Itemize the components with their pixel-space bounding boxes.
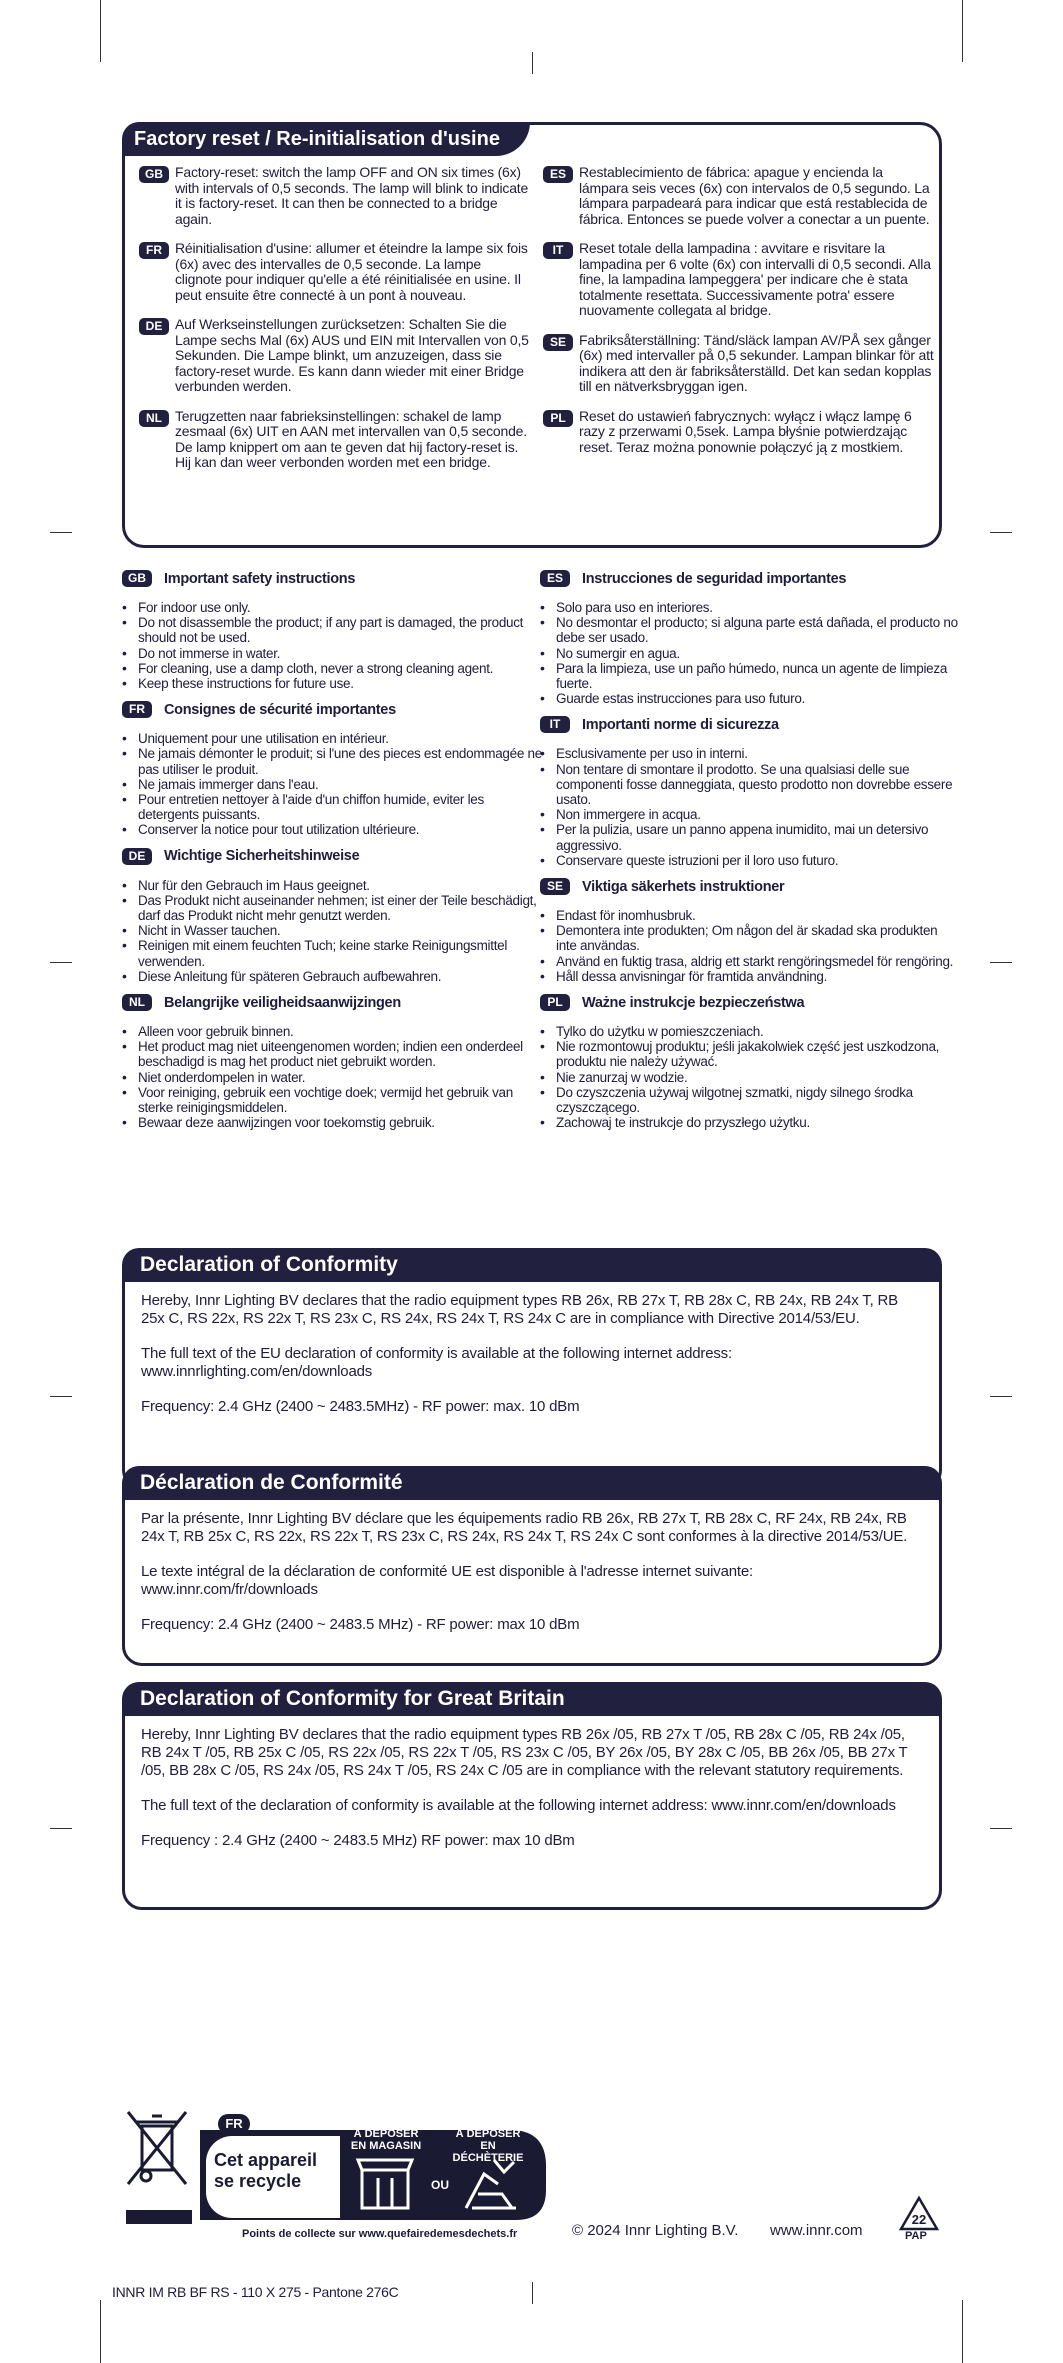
safety-list [540,908,960,984]
triman-line: Cet appareil [214,2150,318,2170]
safety-list-item: • Endast för inomhusbruk. [540,908,960,923]
safety-list-item: • No sumergir en agua. [540,646,960,661]
safety-list-item: • Keep these instructions for future use. [122,676,542,691]
lang-badge: IT [540,716,570,733]
safety-list [540,746,960,868]
store-label [348,2128,424,2152]
declaration-paragraph: Frequency : 2.4 GHz (2400 ~ 2483.5 MHz) RF power: max 10 dBm [141,1832,575,1849]
declaration-body [125,1500,939,1642]
lang-badge: PL [540,994,570,1011]
safety-list-item: • Do not immerse in water. [122,646,542,661]
reset-item-nl [139,409,531,471]
crop-mark [990,532,1012,533]
safety-list-item: • No desmontar el producto; si alguna parte está dañada, el producto no debe ser usado. [540,615,960,645]
crop-mark [50,532,72,533]
copyright-text: © 2024 Innr Lighting B.V. [572,2222,739,2239]
safety-title: Ważne instrukcje bezpieczeństwa [582,994,805,1011]
crop-mark [990,1396,1012,1397]
safety-list-item: • Bewaar deze aanwijzingen voor toekomstig gebruik. [122,1115,542,1130]
declaration-gb [122,1682,942,1910]
lang-badge: IT [543,242,573,259]
safety-heading [540,570,960,587]
safety-list-item: • Nicht in Wasser tauchen. [122,923,542,938]
reset-item-it [543,241,935,319]
declaration-paragraph: Par la présente, Innr Lighting BV déclare que les équipements radio RB 26x, RB 27x T, RB 28x C, RF 24x, RB 24x, RB 24x T, RB 25x C, RS 22x, RS 22x T, RS 23x C, RS 24x, RS 24x T, RS 24x C sont conformes à la directive 2014/53/UE. [141,1510,908,1545]
lang-badge: ES [543,166,573,183]
lang-badge: SE [543,334,573,351]
declaration-body [125,1282,939,1424]
safety-list-item: • Conservare queste istruzioni per il loro uso futuro. [540,853,960,868]
safety-list [540,1024,960,1130]
safety-list-item: • Das Produkt nicht auseinander nehmen; ist einer der Teile beschädigt, darf das Produkt nicht mehr genutzt werden. [122,893,542,923]
safety-list [122,1024,542,1130]
lang-badge: FR [122,701,152,718]
declaration-title: Declaration of Conformity for Great Britain [122,1682,942,1716]
reset-item-es [543,165,935,227]
store-label-line: EN MAGASIN [350,2140,422,2152]
factory-reset-box [122,122,942,548]
safety-section-gb [122,570,542,691]
safety-heading [122,848,542,865]
reset-item-gb [139,165,531,227]
safety-list-item: • Reinigen mit einem feuchten Tuch; keine starke Reinigungsmittel verwenden. [122,938,542,968]
store-label-line: À DÉPOSER [353,2128,419,2140]
safety-heading [540,716,960,733]
dump-label-line: À DÉPOSER [455,2128,521,2140]
crop-mark [990,962,1012,963]
safety-left-column [122,570,542,1140]
declaration-paragraph: Hereby, Innr Lighting BV declares that the radio equipment types RB 26x, RB 27x T, RB 28x C, RB 24x, RB 24x T, RB 25x C, RS 22x, RS 22x T, RS 23x C, RS 24x, RS 24x T, RS 24x C are in compliance with Directive 2014/53/EU. [141,1292,898,1327]
safety-list-item: • Ne jamais immerger dans l'eau. [122,777,542,792]
safety-list-item: • Voor reiniging, gebruik een vochtige doek; vermijd het gebruik van sterke reinigingsmiddelen. [122,1085,542,1115]
declaration-paragraph: Frequency: 2.4 GHz (2400 ~ 2483.5MHz) - RF power: max. 10 dBm [141,1398,580,1415]
declaration-paragraph: The full text of the EU declaration of conformity is available at the following internet address: www.innrlighting.com/en/downloads [141,1345,732,1380]
factory-reset-left-column [139,165,531,485]
pap-number: 22 [911,2212,927,2227]
safety-list-item: • Alleen voor gebruik binnen. [122,1024,542,1039]
recycling-center-icon [458,2154,520,2212]
safety-section-pl [540,994,960,1130]
safety-list-item: • Pour entretien nettoyer à l'aide d'un chiffon humide, eviter les detergents puissants. [122,792,542,822]
safety-list-item: • Solo para uso en interiores. [540,600,960,615]
safety-title: Importanti norme di sicurezza [582,716,779,733]
safety-list-item: • Ne jamais démonter le produit; si l'une des pieces est endommagée ne pas utiliser le produit. [122,746,542,776]
safety-title: Wichtige Sicherheitshinweise [164,848,360,865]
lang-badge: GB [139,166,169,183]
safety-list-item: • Para la limpieza, use un paño húmedo, nunca un agente de limpieza fuerte. [540,661,960,691]
safety-list-item: • Non immergere in acqua. [540,807,960,822]
safety-list-item: • Håll dessa anvisningar för framtida användning. [540,969,960,984]
declaration-fr [122,1466,942,1666]
safety-title: Instrucciones de seguridad importantes [582,570,847,587]
safety-title: Consignes de sécurité importantes [164,701,396,718]
safety-title: Important safety instructions [164,570,356,587]
print-spec-note: INNR IM RB BF RS - 110 X 275 - Pantone 276C [112,2284,399,2300]
safety-list-item: • Demontera inte produkten; Om någon del är skadad ska produkten inte användas. [540,923,960,953]
safety-list-item: • Conserver la notice pour tout utilization ultérieure. [122,822,542,837]
reset-item-pl [543,409,935,456]
safety-list [122,600,542,691]
safety-heading [122,570,542,587]
crop-mark [100,0,101,62]
safety-list-item: • Nur für den Gebrauch im Haus geeignet. [122,878,542,893]
safety-title: Viktiga säkerhets instruktioner [582,878,785,895]
reset-text: Reset totale della lampadina : avvitare e risvitare la lampadina per 6 volte (6x) con intervalli di 0,5 secondi. Alla fine, la lampadina lampeggera' per indicare che è stata totalmente resettata. Successivamente potra' essere nuovamente collegata al bridge. [579,240,931,318]
safety-list-item: • Do czyszczenia używaj wilgotnej szmatki, nigdy silnego środka czyszczącego. [540,1085,960,1115]
declaration-title: Déclaration de Conformité [122,1466,942,1500]
safety-right-column [540,570,960,1140]
safety-section-se [540,878,960,984]
safety-list [122,731,542,837]
safety-list-item: • Diese Anleitung für späteren Gebrauch aufbewahren. [122,969,542,984]
weee-bin-icon [122,2108,192,2188]
declaration-body [125,1716,939,1858]
crop-mark [532,2282,533,2304]
lang-badge: NL [139,410,169,427]
crop-mark [100,2300,101,2363]
dump-label-line: EN DÉCHÈTERIE [452,2140,524,2164]
reset-text: Factory-reset: switch the lamp OFF and ON six times (6x) with intervals of 0,5 seconds. The lamp will blink to indicate it is factory-reset. It can then be connected to a bridge again. [175,164,529,227]
safety-list-item: • Guarde estas instrucciones para uso futuro. [540,691,960,706]
crop-mark [990,1828,1012,1829]
weee-bar [126,2210,192,2224]
safety-section-fr [122,701,542,837]
safety-list-item: • Do not disassemble the product; if any part is damaged, the product should not be used. [122,615,542,645]
lang-badge: DE [122,848,152,865]
safety-title: Belangrijke veiligheidsaanwijzingen [164,994,401,1011]
triman-line: se recycle [214,2171,302,2191]
safety-heading [540,994,960,1011]
lang-badge: DE [139,318,169,335]
safety-section-es [540,570,960,706]
lang-badge: SE [540,878,570,895]
reset-text: Auf Werkseinstellungen zurücksetzen: Schalten Sie die Lampe sechs Mal (6x) AUS und EIN mit Intervallen von 0,5 Sekunden. Die Lampe blinkt, um anzuzeigen, dass sie factory-reset wurde. Es kann dann wieder mit einer Bridge verbunden werden. [175,316,529,394]
reset-item-fr [139,241,531,303]
safety-list-item: • For cleaning, use a damp cloth, never a strong cleaning agent. [122,661,542,676]
safety-list-item: • Esclusivamente per uso in interni. [540,746,960,761]
reset-text: Fabriksåterställning: Tänd/släck lampan AV/PÅ sex gånger (6x) med intervaller på 0,5 sekunder. Lampan blinkar för att indikera att den är fabriksåterställd. Det kan sedan kopplas till en nätverksbryggan igen. [579,331,934,394]
safety-list-item: • Per la pulizia, usare un panno appena inumidito, mai un detersivo aggressivo. [540,822,960,852]
safety-list-item: • Zachowaj te instrukcje do przyszłego użytku. [540,1115,960,1130]
declaration-paragraph: Frequency: 2.4 GHz (2400 ~ 2483.5 MHz) - RF power: max 10 dBm [141,1616,580,1633]
safety-list-item: • For indoor use only. [122,600,542,615]
safety-list-item: • Nie zanurzaj w wodzie. [540,1070,960,1085]
safety-list-item: • Het product mag niet uiteengenomen worden; indien een onderdeel beschadigd is mag het product niet gebruikt worden. [122,1039,542,1069]
crop-mark [50,1828,72,1829]
triman-text [214,2150,317,2192]
safety-heading [540,878,960,895]
declaration-paragraph: The full text of the declaration of conformity is available at the following internet address: www.innr.com/en/downloads [141,1797,896,1814]
website-text: www.innr.com [770,2222,863,2239]
pap-label: PAP [905,2230,927,2242]
lang-badge: FR [139,242,169,259]
declaration-paragraph: Le texte intégral de la déclaration de conformité UE est disponible à l'adresse internet suivante: www.innr.com/fr/downloads [141,1563,753,1598]
reset-text: Restablecimiento de fábrica: apague y encienda la lámpara seis veces (6x) con intervalos de 0,5 segundo. La lámpara parpadeará para indicar que está restablecida de fábrica. Entonces se puede volver a conectar a un puente. [579,164,930,227]
or-label: OU [431,2178,449,2192]
safety-list [540,600,960,706]
crop-mark [50,962,72,963]
crop-mark [50,1396,72,1397]
collection-site-text: Points de collecte sur www.quefairedemesdechets.fr [242,2228,518,2240]
crop-mark [962,2300,963,2363]
lang-badge: NL [122,994,152,1011]
safety-section-de [122,848,542,984]
store-icon [354,2156,416,2212]
declaration-eu [122,1248,942,1490]
reset-text: Réinitialisation d'usine: allumer et éteindre la lampe six fois (6x) avec des intervalles de 0,5 seconde. La lampe clignote pour indiquer qu'elle a été réinitialisée en usine. Il peut ensuite être connecté à un pont à nouveau. [175,240,528,303]
safety-heading [122,701,542,718]
reset-text: Terugzetten naar fabrieksinstellingen: schakel de lamp zesmaal (6x) UIT en AAN met intervallen van 0,5 seconde. De lamp knippert om aan te geven dat hij factory-reset is. Hij kan dan weer verbonden worden met een bridge. [175,407,527,470]
factory-reset-right-column [543,165,935,469]
triman-country-badge: FR [218,2114,250,2134]
safety-heading [122,994,542,1011]
safety-section-nl [122,994,542,1130]
lang-badge: GB [122,570,152,587]
crop-mark [962,0,963,62]
safety-list-item: • Använd en fuktig trasa, aldrig ett starkt rengöringsmedel för rengöring. [540,954,960,969]
lang-badge: PL [543,410,573,427]
factory-reset-title: Factory reset / Re-initialisation d'usine [122,122,530,156]
declaration-title: Declaration of Conformity [122,1248,942,1282]
declaration-paragraph: Hereby, Innr Lighting BV declares that the radio equipment types RB 26x /05, RB 27x T /05, RB 28x C /05, RB 24x /05, RB 24x T /05, RB 25x C /05, RS 22x /05, RS 22x T /05, RS 23x C /05, BY 26x /05, BY 28x C /05, BB 26x /05, BB 27x T /05, BB 28x C /05, RS 24x /05, RS 24x T /05, RS 24x C /05 are in compliance with the relevant statutory requirements. [141,1726,908,1779]
safety-list-item: • Tylko do użytku w pomieszczeniach. [540,1024,960,1039]
crop-mark [532,52,533,74]
safety-list-item: • Uniquement pour une utilisation en intérieur. [122,731,542,746]
reset-item-se [543,333,935,395]
reset-item-de [139,317,531,395]
safety-list [122,878,542,984]
safety-list-item: • Non tentare di smontare il prodotto. Se una qualsiasi delle sue componenti fosse danneggiata, questo prodotto non dovrebbe essere usato. [540,762,960,808]
safety-list-item: • Nie rozmontowuj produktu; jeśli jakakolwiek część jest uszkodzona, produktu nie należy używać. [540,1039,960,1069]
safety-section-it [540,716,960,868]
lang-badge: ES [540,570,570,587]
reset-text: Reset do ustawień fabrycznych: wyłącz i włącz lampę 6 razy z przerwami 0,5sek. Lampa błyśnie potwierdzając reset. Teraz można ponownie połączyć ją z mostkiem. [579,407,912,455]
safety-list-item: • Niet onderdompelen in water. [122,1070,542,1085]
